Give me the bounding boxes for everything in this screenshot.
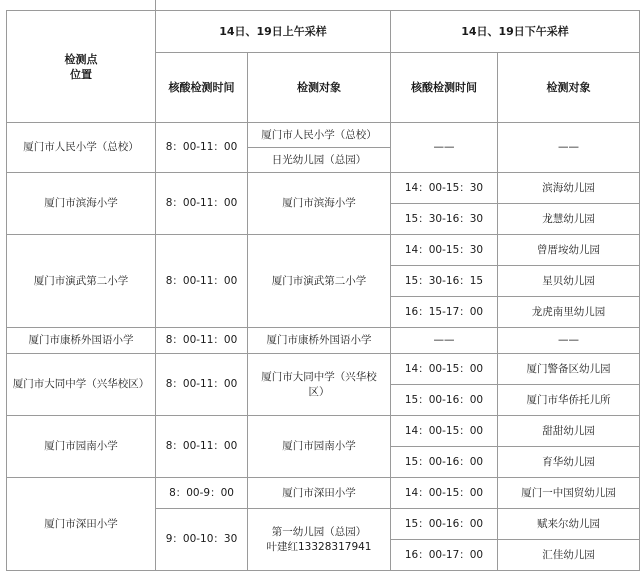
am-target-cell: 第一幼儿园（总园） 叶建红13328317941	[248, 509, 391, 571]
table-row	[7, 123, 640, 148]
pm-time-cell: 16：00-17：00	[391, 540, 498, 571]
pm-time-cell: 15：30-16：30	[391, 204, 498, 235]
pm-target-cell: 汇佳幼儿园	[498, 540, 640, 571]
header-row-1	[7, 11, 640, 53]
location-cell: 厦门市康桥外国语小学	[7, 328, 156, 354]
sampling-schedule-table	[6, 10, 640, 571]
am-time-cell: 8：00-11：00	[156, 173, 248, 235]
pm-target-cell: 育华幼儿园	[498, 447, 640, 478]
pm-time-cell: 14：00-15：00	[391, 478, 498, 509]
am-target-cell: 厦门市园南小学	[248, 416, 391, 478]
table-row	[7, 354, 640, 385]
header-pm-time: 核酸检测时间	[391, 53, 498, 123]
pm-target-cell: 厦门警备区幼儿园	[498, 354, 640, 385]
location-cell: 厦门市深田小学	[7, 478, 156, 571]
pm-time-cell: 15：00-16：00	[391, 509, 498, 540]
am-target-cell: 厦门市大同中学（兴华校区）	[248, 354, 391, 416]
pm-target-cell: 厦门市华侨托儿所	[498, 385, 640, 416]
top-divider	[155, 0, 156, 10]
am-time-cell: 8：00-9：00	[156, 478, 248, 509]
pm-target-cell: ——	[498, 328, 640, 354]
header-am-target: 检测对象	[248, 53, 391, 123]
am-time-cell: 8：00-11：00	[156, 354, 248, 416]
pm-target-cell: 曾厝垵幼儿园	[498, 235, 640, 266]
location-cell: 厦门市滨海小学	[7, 173, 156, 235]
header-am-time: 核酸检测时间	[156, 53, 248, 123]
pm-time-cell: 14：00-15：00	[391, 354, 498, 385]
pm-time-cell: 15：00-16：00	[391, 447, 498, 478]
pm-target-cell: 龙慧幼儿园	[498, 204, 640, 235]
am-time-cell: 8：00-11：00	[156, 416, 248, 478]
pm-target-cell: 滨海幼儿园	[498, 173, 640, 204]
pm-target-cell: 赋来尔幼儿园	[498, 509, 640, 540]
location-cell: 厦门市人民小学（总校）	[7, 123, 156, 173]
am-time-cell: 8：00-11：00	[156, 328, 248, 354]
pm-time-cell: ——	[391, 123, 498, 173]
pm-target-cell: 龙虎南里幼儿园	[498, 297, 640, 328]
pm-time-cell: 14：00-15：30	[391, 173, 498, 204]
header-pm-target: 检测对象	[498, 53, 640, 123]
header-pm-group: 14日、19日下午采样	[391, 11, 640, 53]
location-cell: 厦门市演武第二小学	[7, 235, 156, 328]
header-am-group: 14日、19日上午采样	[156, 11, 391, 53]
table-row	[7, 478, 640, 509]
am-target-cell: 厦门市康桥外国语小学	[248, 328, 391, 354]
pm-time-cell: 14：00-15：00	[391, 416, 498, 447]
pm-time-cell: 15：30-16：15	[391, 266, 498, 297]
am-target-cell: 厦门市演武第二小学	[248, 235, 391, 328]
table-row	[7, 173, 640, 204]
am-time-cell: 9：00-10：30	[156, 509, 248, 571]
location-cell: 厦门市园南小学	[7, 416, 156, 478]
am-target-cell: 厦门市滨海小学	[248, 173, 391, 235]
pm-time-cell: 15：00-16：00	[391, 385, 498, 416]
location-cell: 厦门市大同中学（兴华校区）	[7, 354, 156, 416]
table-row	[7, 235, 640, 266]
am-time-cell: 8：00-11：00	[156, 235, 248, 328]
header-location: 检测点 位置	[7, 11, 156, 123]
pm-time-cell: ——	[391, 328, 498, 354]
pm-target-cell: 厦门一中国贸幼儿园	[498, 478, 640, 509]
pm-target-cell: ——	[498, 123, 640, 173]
pm-target-cell: 星贝幼儿园	[498, 266, 640, 297]
am-target-cell: 日光幼儿园（总园）	[248, 148, 391, 173]
pm-time-cell: 16：15-17：00	[391, 297, 498, 328]
am-target-cell: 厦门市深田小学	[248, 478, 391, 509]
pm-target-cell: 甜甜幼儿园	[498, 416, 640, 447]
pm-time-cell: 14：00-15：30	[391, 235, 498, 266]
am-time-cell: 8：00-11：00	[156, 123, 248, 173]
table-row	[7, 328, 640, 354]
table-row	[7, 416, 640, 447]
am-target-cell: 厦门市人民小学（总校）	[248, 123, 391, 148]
